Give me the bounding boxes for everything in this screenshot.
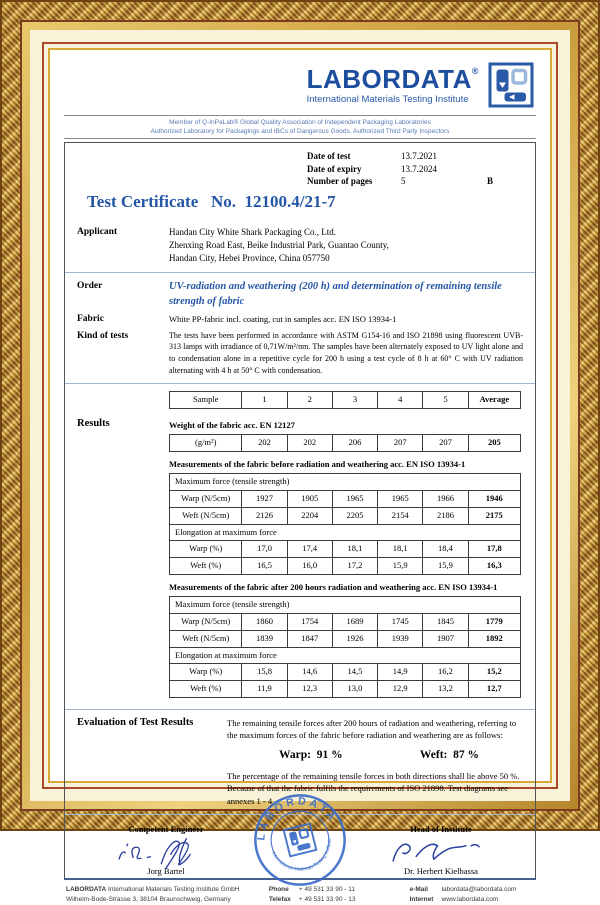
fabric-section	[75, 313, 525, 325]
certificate-page	[48, 48, 552, 903]
head-name: Dr. Herbert Kielbassa	[404, 866, 478, 877]
cell: 5	[423, 392, 468, 409]
cell: 1907	[423, 630, 468, 647]
certificate-body	[64, 142, 536, 880]
group-label: Elongation at maximum force	[170, 647, 521, 664]
cell: 1860	[242, 614, 287, 631]
labordata-logo-icon	[488, 62, 534, 108]
footer-company-name: LABORDATA	[66, 886, 107, 894]
web-label: Internet	[409, 895, 434, 903]
footer-address: Wilhelm-Bode-Strasse 3, 38104 Braunschweig, Germany	[66, 895, 231, 903]
before-table-heading: Measurements of the fabric before radiation and weathering acc. EN ISO 13934-1	[169, 459, 466, 470]
head-signature-icon	[379, 834, 503, 870]
brand-name	[307, 66, 479, 92]
pages-suffix: B	[487, 176, 494, 187]
date-of-expiry-row	[307, 163, 525, 176]
email-value: labordata@labordata.com	[441, 886, 517, 894]
table-row	[170, 392, 521, 409]
row-label-cell: Weft (%)	[170, 558, 242, 575]
cell: 1845	[423, 614, 468, 631]
cell: 1839	[242, 630, 287, 647]
average-cell: 17,8	[468, 541, 520, 558]
kind-of-tests-label: Kind of tests	[77, 330, 129, 341]
applicant-line: Handan City, Hebei Province, China 057750	[169, 253, 330, 264]
group-label: Elongation at maximum force	[170, 524, 521, 541]
footer-web-row	[410, 895, 534, 905]
cell: 18,1	[332, 541, 377, 558]
applicant-section	[75, 226, 525, 265]
footer-company-rest: International Materials Testing Institute GmbH	[106, 886, 240, 894]
cell: 2204	[287, 507, 332, 524]
table-row	[170, 491, 521, 508]
date-of-expiry-value: 13.7.2024	[401, 163, 437, 174]
average-cell: 16,3	[468, 558, 520, 575]
fax-value: + 49 531 33 90 - 13	[298, 895, 356, 903]
footer-email-row	[410, 885, 534, 895]
member-line-2: Authorized Laboratory for Packagings and IBCs of Dangerous Goods. Authorized Third Party Inspectors	[150, 128, 450, 136]
fabric-label: Fabric	[77, 314, 104, 325]
pages-label: Number of pages	[307, 176, 373, 187]
cell: 1905	[287, 491, 332, 508]
average-cell: 1779	[468, 614, 520, 631]
cell: 207	[378, 435, 423, 452]
date-of-test-label: Date of test	[307, 151, 351, 162]
warp-result: Warp: 91 %	[279, 749, 343, 762]
row-label-cell: Warp (N/5cm)	[170, 614, 242, 631]
row-label-cell: Warp (%)	[170, 664, 242, 681]
cell: 1939	[378, 630, 423, 647]
email-label: e-Mail	[409, 886, 428, 894]
average-cell: 205	[468, 435, 520, 452]
cell: 2	[287, 392, 332, 409]
labordata-round-stamp-icon	[252, 792, 348, 888]
date-of-test-value: 13.7.2021	[401, 151, 437, 162]
cell: 2205	[332, 507, 377, 524]
cell: 2186	[423, 507, 468, 524]
cell: 12,3	[287, 681, 332, 698]
fabric-text: White PP-fabric incl. coating, cut in samples acc. EN ISO 13934-1	[169, 314, 397, 325]
engineer-signature-icon	[101, 834, 231, 870]
average-cell: 2175	[468, 507, 520, 524]
cell: Average	[468, 392, 520, 409]
average-cell: 1946	[468, 491, 520, 508]
evaluation-paragraph-2: The percentage of the remaining tensile forces in both directions shall lie above 50 %. Because of that the fabric fulfils the requirements of ISO 21898. Test diagrams see annexes 1 - 4.	[227, 771, 520, 806]
row-label-cell: Weft (N/5cm)	[170, 507, 242, 524]
table-row	[170, 664, 521, 681]
pages-row	[307, 175, 525, 188]
competent-engineer-block	[101, 824, 231, 876]
cell: 16,0	[287, 558, 332, 575]
results-label: Results	[77, 417, 110, 429]
table-group-row	[170, 597, 521, 614]
frame-red-pinstripe	[42, 42, 558, 903]
cell: 202	[242, 435, 287, 452]
table-row	[170, 435, 521, 452]
footer-company	[66, 885, 259, 905]
cell: 1754	[287, 614, 332, 631]
cell: 17,2	[332, 558, 377, 575]
spacer	[77, 391, 169, 413]
footer-company-line	[66, 885, 259, 895]
cell: 2154	[378, 507, 423, 524]
evaluation-paragraph-1: The remaining tensile forces after 200 hours of radiation and weathering, referring to the maximum forces of the fabric before radiation and weathering are as follows:	[227, 717, 517, 741]
cell: 3	[332, 392, 377, 409]
sample-header-row	[75, 391, 525, 413]
fax-label: Telefax	[268, 895, 291, 903]
cell: 17,4	[287, 541, 332, 558]
brand-text	[307, 66, 479, 105]
cell: 1965	[378, 491, 423, 508]
section-divider	[65, 383, 535, 384]
cell: 1965	[332, 491, 377, 508]
weft-result: Weft: 87 %	[419, 749, 479, 762]
brand-wordmark: LABORDATA	[306, 64, 472, 94]
cell: 206	[332, 435, 377, 452]
table-group-row	[170, 524, 521, 541]
evaluation-label: Evaluation of Test Results	[77, 716, 194, 728]
cell: 13,0	[332, 681, 377, 698]
order-section	[75, 280, 525, 309]
row-label-cell: Warp (%)	[170, 541, 242, 558]
membership-banner	[64, 115, 536, 139]
before-table	[169, 473, 521, 575]
engineer-name: Jorg Bartel	[147, 866, 185, 877]
cell: 1847	[287, 630, 332, 647]
stamp-arc-bottom-text: International Materials Testing Institute	[270, 838, 333, 873]
table-row	[170, 541, 521, 558]
order-text: UV-radiation and weathering (200 h) and determination of remaining tensile strength of fabric	[169, 281, 502, 307]
order-label: Order	[77, 281, 103, 292]
table-group-row	[170, 474, 521, 491]
certificate-title: Test Certificate No. 12100.4/21-7	[87, 191, 336, 211]
cell: 1927	[242, 491, 287, 508]
cell: 16,2	[423, 664, 468, 681]
cell: 1	[242, 392, 287, 409]
phone-label: Phone	[268, 886, 289, 894]
cell: 1745	[378, 614, 423, 631]
average-cell: 12,7	[468, 681, 520, 698]
date-block	[307, 150, 525, 188]
weight-table-heading: Weight of the fabric acc. EN 12127	[169, 419, 295, 430]
cell: 2126	[242, 507, 287, 524]
table-row	[170, 630, 521, 647]
cell: 17,0	[242, 541, 287, 558]
cell: 13,2	[423, 681, 468, 698]
average-cell: 1892	[468, 630, 520, 647]
competent-engineer-title: Competent Engineer	[128, 824, 204, 835]
cell: 14,6	[287, 664, 332, 681]
head-of-institute-block	[379, 824, 503, 876]
frame-brown-line	[20, 20, 580, 903]
cell: 1689	[332, 614, 377, 631]
applicant-line: Zhenxing Road East, Beike Industrial Park, Guantao County,	[169, 240, 389, 251]
web-value: www.labordata.com	[441, 895, 499, 903]
applicant-label: Applicant	[77, 226, 118, 237]
cell: 15,9	[378, 558, 423, 575]
cell: 1926	[332, 630, 377, 647]
group-label: Maximum force (tensile strength)	[170, 597, 521, 614]
head-of-institute-title: Head of Institute	[410, 824, 472, 835]
row-label-cell: Weft (%)	[170, 681, 242, 698]
section-divider	[65, 709, 535, 710]
table-group-row	[170, 647, 521, 664]
pages-value: 5	[401, 176, 406, 187]
evaluation-results	[227, 747, 523, 764]
registered-mark: ®	[471, 66, 479, 76]
stamp-arc-top-text: LABORDATA	[255, 795, 340, 842]
table-row	[170, 558, 521, 575]
cell: 4	[378, 392, 423, 409]
cell: Sample	[170, 392, 242, 409]
cell: 207	[423, 435, 468, 452]
brand-tagline: International Materials Testing Institute	[306, 94, 469, 105]
row-label-cell: Warp (N/5cm)	[170, 491, 242, 508]
cell: 202	[287, 435, 332, 452]
cell: 11,9	[242, 681, 287, 698]
table-row	[170, 614, 521, 631]
date-of-test-row	[307, 150, 525, 163]
cell: 14,5	[332, 664, 377, 681]
table-row	[170, 507, 521, 524]
applicant-line: Handan City White Shark Packaging Co., Ltd.	[169, 226, 337, 237]
cell: 15,8	[242, 664, 287, 681]
cell: 18,4	[423, 541, 468, 558]
cell: 12,9	[378, 681, 423, 698]
frame-gold-band	[22, 22, 578, 903]
kind-of-tests-text: The tests have been performed in accordance with ASTM G154-16 and ISO 21898 using fluorescent UVB-313 lamps with irradiance of 0,71W/m²/nm. The samples have been alternately exposed to UV light alone and to condensation alone in a repetitive cycle for 200 h using a test cycle of 8 h at 60° C with UV radiation alternating with 4 h at 50° C with condensation.	[169, 330, 523, 375]
cell: 1966	[423, 491, 468, 508]
frame-cream-matte	[30, 30, 570, 903]
phone-value: + 49 531 33 90 - 11	[298, 886, 355, 894]
after-table	[169, 596, 521, 698]
results-section	[75, 417, 525, 702]
cell: 14,9	[378, 664, 423, 681]
row-label-cell: Weft (N/5cm)	[170, 630, 242, 647]
cell: 16,5	[242, 558, 287, 575]
footer-online-block	[410, 885, 534, 905]
date-of-expiry-label: Date of expiry	[307, 163, 362, 174]
kind-of-tests-section	[75, 330, 525, 376]
signature-section	[75, 795, 525, 878]
sample-header-table	[169, 391, 521, 409]
group-label: Maximum force (tensile strength)	[170, 474, 521, 491]
table-row	[170, 681, 521, 698]
cell: 18,1	[378, 541, 423, 558]
member-line-1: Member of Q-InPaLab® Global Quality Association of Independent Packaging Laboratories	[169, 119, 431, 126]
header	[64, 58, 536, 108]
section-divider	[65, 272, 535, 273]
cell: 15,9	[423, 558, 468, 575]
weight-table	[169, 434, 521, 452]
applicant-address	[169, 226, 523, 265]
after-table-heading: Measurements of the fabric after 200 hours radiation and weathering acc. EN ISO 13934-1	[169, 581, 498, 592]
average-cell: 15,2	[468, 664, 520, 681]
footer-fax-row	[269, 895, 400, 905]
row-label-cell: (g/m²)	[170, 435, 242, 452]
